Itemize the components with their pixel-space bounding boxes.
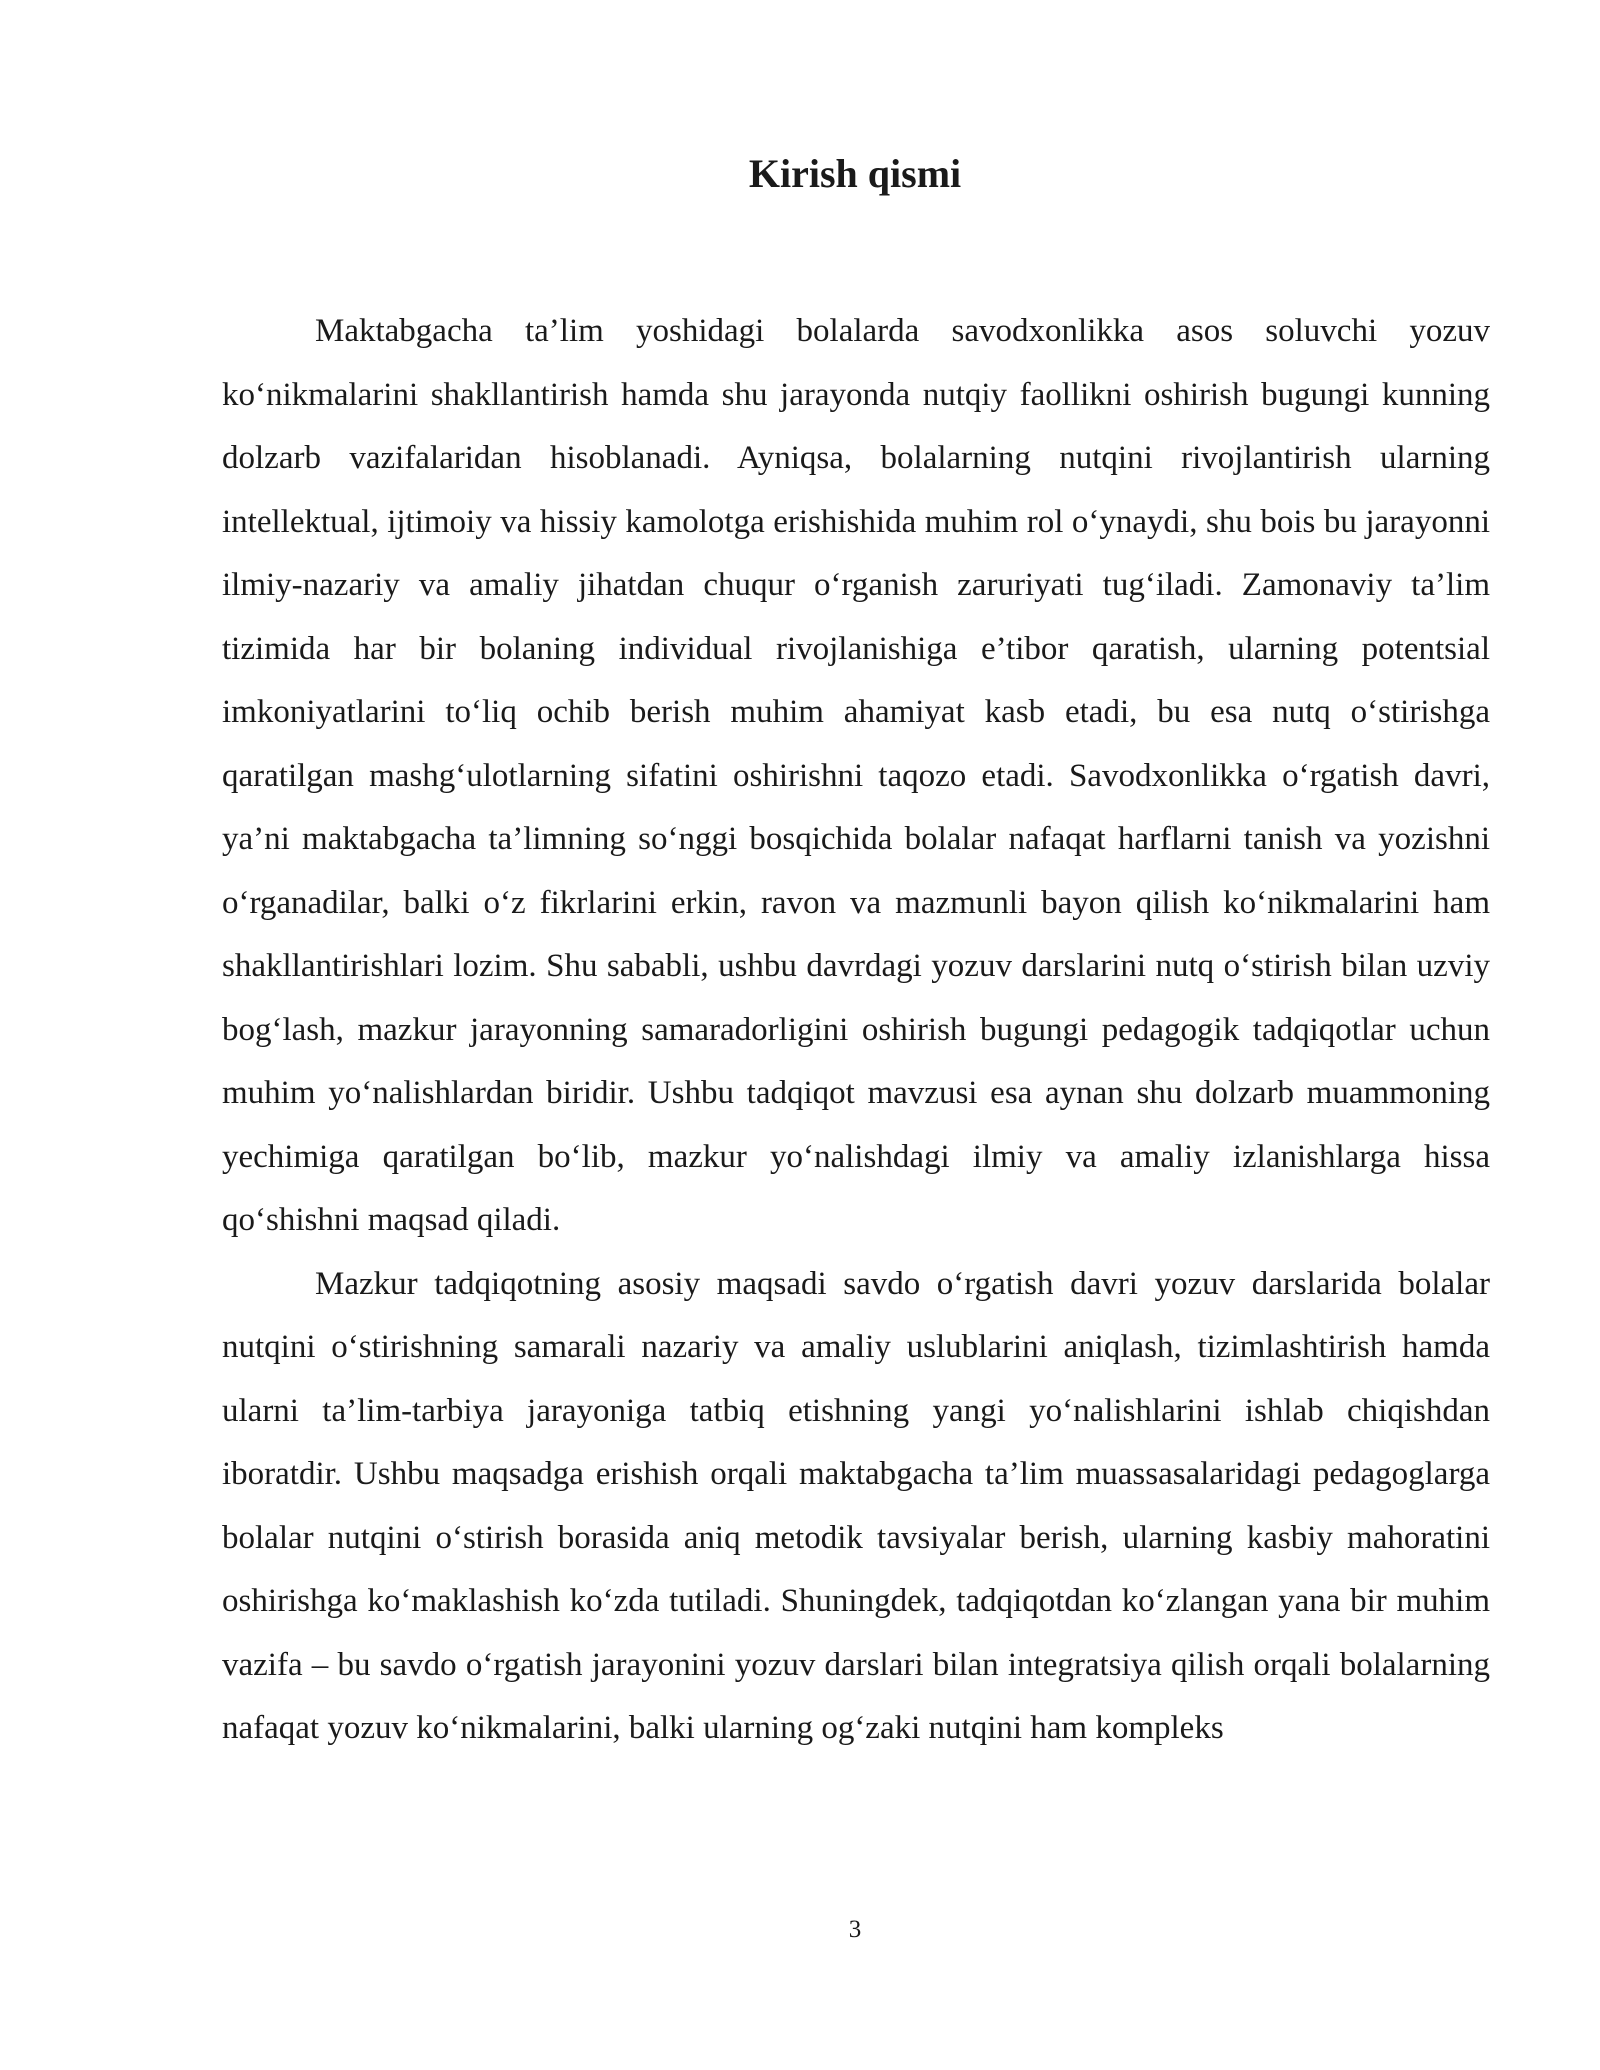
body-text — [222, 300, 1490, 1761]
paragraph: Maktabgacha ta’lim yoshidagi bolalarda savodxonlikka asos soluvchi yozuv ko‘nikmalarini shakllantirish hamda shu jarayonda nutqiy faollikni oshirish bugungi kunning dolzarb vazifalaridan hisoblanadi. Ayniqsa, bolalarning nutqini rivojlantirish ularning intellektual, ijtimoiy va hissiy kamolotga erishishida muhim rol o‘ynaydi, shu bois bu jarayonni ilmiy-nazariy va amaliy jihatdan chuqur o‘rganish zaruriyati tug‘iladi. Zamonaviy ta’lim tizimida har bir bolaning individual rivojlanishiga e’tibor qaratish, ularning potentsial imkoniyatlarini to‘liq ochib berish muhim ahamiyat kasb etadi, bu esa nutq o‘stirishga qaratilgan mashg‘ulotlarning sifatini oshirishni taqozo etadi. Savodxonlikka o‘rgatish davri, ya’ni maktabgacha ta’limning so‘nggi bosqichida bolalar nafaqat harflarni tanish va yozishni o‘rganadilar, balki o‘z fikrlarini erkin, ravon va mazmunli bayon qilish ko‘nikmalarini ham shakllantirishlari lozim. Shu sababli, ushbu davrdagi yozuv darslarini nutq o‘stirish bilan uzviy bog‘lash, mazkur jarayonning samaradorligini oshirish bugungi pedagogik tadqiqotlar uchun muhim yo‘nalishlardan biridir. Ushbu tadqiqot mavzusi esa aynan shu dolzarb muammoning yechimiga qaratilgan bo‘lib, mazkur yo‘nalishdagi ilmiy va amaliy izlanishlarga hissa qo‘shishni maqsad qiladi. — [222, 313, 1490, 1238]
page-title: Kirish qismi — [748, 151, 962, 196]
paragraph: Mazkur tadqiqotning asosiy maqsadi savdo o‘rgatish davri yozuv darslarida bolalar nutqini o‘stirishning samarali nazariy va amaliy uslublarini aniqlash, tizimlashtirish hamda ularni ta’lim-tarbiya jarayoniga tatbiq etishning yangi yo‘nalishlarini ishlab chiqishdan iboratdir. Ushbu maqsadga erishish orqali maktabgacha ta’lim muassasalaridagi pedagoglarga bolalar nutqini o‘stirish borasida aniq metodik tavsiyalar berish, ularning kasbiy mahoratini oshirishga ko‘maklashish ko‘zda tutiladi. Shuningdek, tadqiqotdan ko‘zlangan yana bir muhim vazifa – bu savdo o‘rgatish jarayonini yozuv darslari bilan integratsiya qilish orqali bolalarning nafaqat yozuv ko‘nikmalarini, balki ularning og‘zaki nutqini ham kompleks — [222, 1265, 1490, 1746]
page-number: 3 — [848, 1916, 862, 1943]
